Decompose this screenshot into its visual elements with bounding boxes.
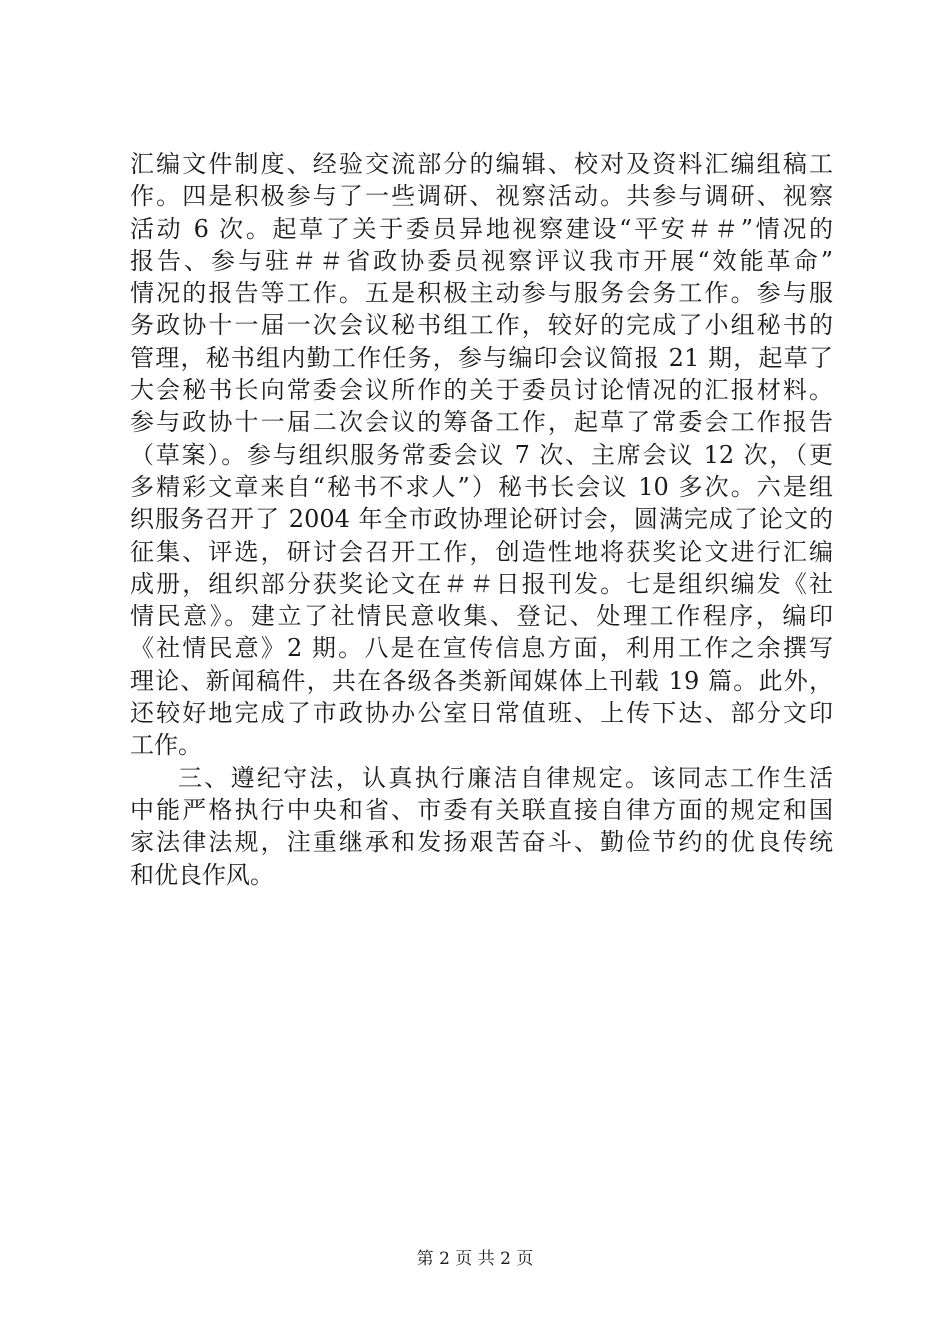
text-line: 参与政协十一届二次会议的筹备工作，起草了常委会工作报告 (130, 408, 833, 437)
text-line: 成册，组织部分获奖论文在＃＃日报刊发。七是组织编发《社 (130, 569, 833, 598)
text-line: 和优良作风。 (130, 860, 274, 889)
text-line: （草案）。参与组织服务常委会议 7 次、主席会议 12 次，（更 (130, 440, 833, 469)
text-line: 情况的报告等工作。五是积极主动参与服务会务工作。参与服 (130, 279, 833, 308)
text-line: 务政协十一届一次会议秘书组工作，较好的完成了小组秘书的 (130, 311, 833, 340)
text-line: 情民意》。建立了社情民意收集、登记、处理工作程序，编印 (130, 602, 833, 631)
text-line: 报告、参与驻＃＃省政协委员视察评议我市开展“效能革命” (130, 246, 833, 275)
text-line: 家法律法规，注重继承和发扬艰苦奋斗、勤俭节约的优良传统 (130, 828, 833, 857)
text-line: 作。四是积极参与了一些调研、视察活动。共参与调研、视察 (130, 182, 833, 211)
text-line: 还较好地完成了市政协办公室日常值班、上传下达、部分文印 (130, 699, 833, 728)
text-line: 活动 6 次。起草了关于委员异地视察建设“平安＃＃”情况的 (130, 214, 833, 243)
text-line: 《社情民意》2 期。八是在宣传信息方面，利用工作之余撰写 (130, 634, 833, 663)
text-line: 汇编文件制度、经验交流部分的编辑、校对及资料汇编组稿工 (130, 150, 833, 178)
page-number-footer: 第 2 页 共 2 页 (416, 1249, 534, 1269)
text-line: 征集、评选，研讨会召开工作，创造性地将获奖论文进行汇编 (130, 537, 833, 566)
text-line: 中能严格执行中央和省、市委有关联直接自律方面的规定和国 (130, 795, 833, 824)
text-line: 织服务召开了 2004 年全市政协理论研讨会，圆满完成了论文的 (130, 505, 833, 534)
text-line: 多精彩文章来自“秘书不求人”）秘书长会议 10 多次。六是组 (130, 472, 833, 501)
text-line: 大会秘书长向常委会议所作的关于委员讨论情况的汇报材料。 (130, 376, 833, 405)
section-heading-line: 三、遵纪守法，认真执行廉洁自律规定。该同志工作生活 (178, 763, 833, 792)
text-line: 管理，秘书组内勤工作任务，参与编印会议简报 21 期，起草了 (130, 343, 833, 372)
text-line: 理论、新闻稿件，共在各级各类新闻媒体上刊载 19 篇。此外， (130, 666, 833, 695)
document-body (130, 148, 833, 891)
text-line: 工作。 (130, 731, 202, 760)
